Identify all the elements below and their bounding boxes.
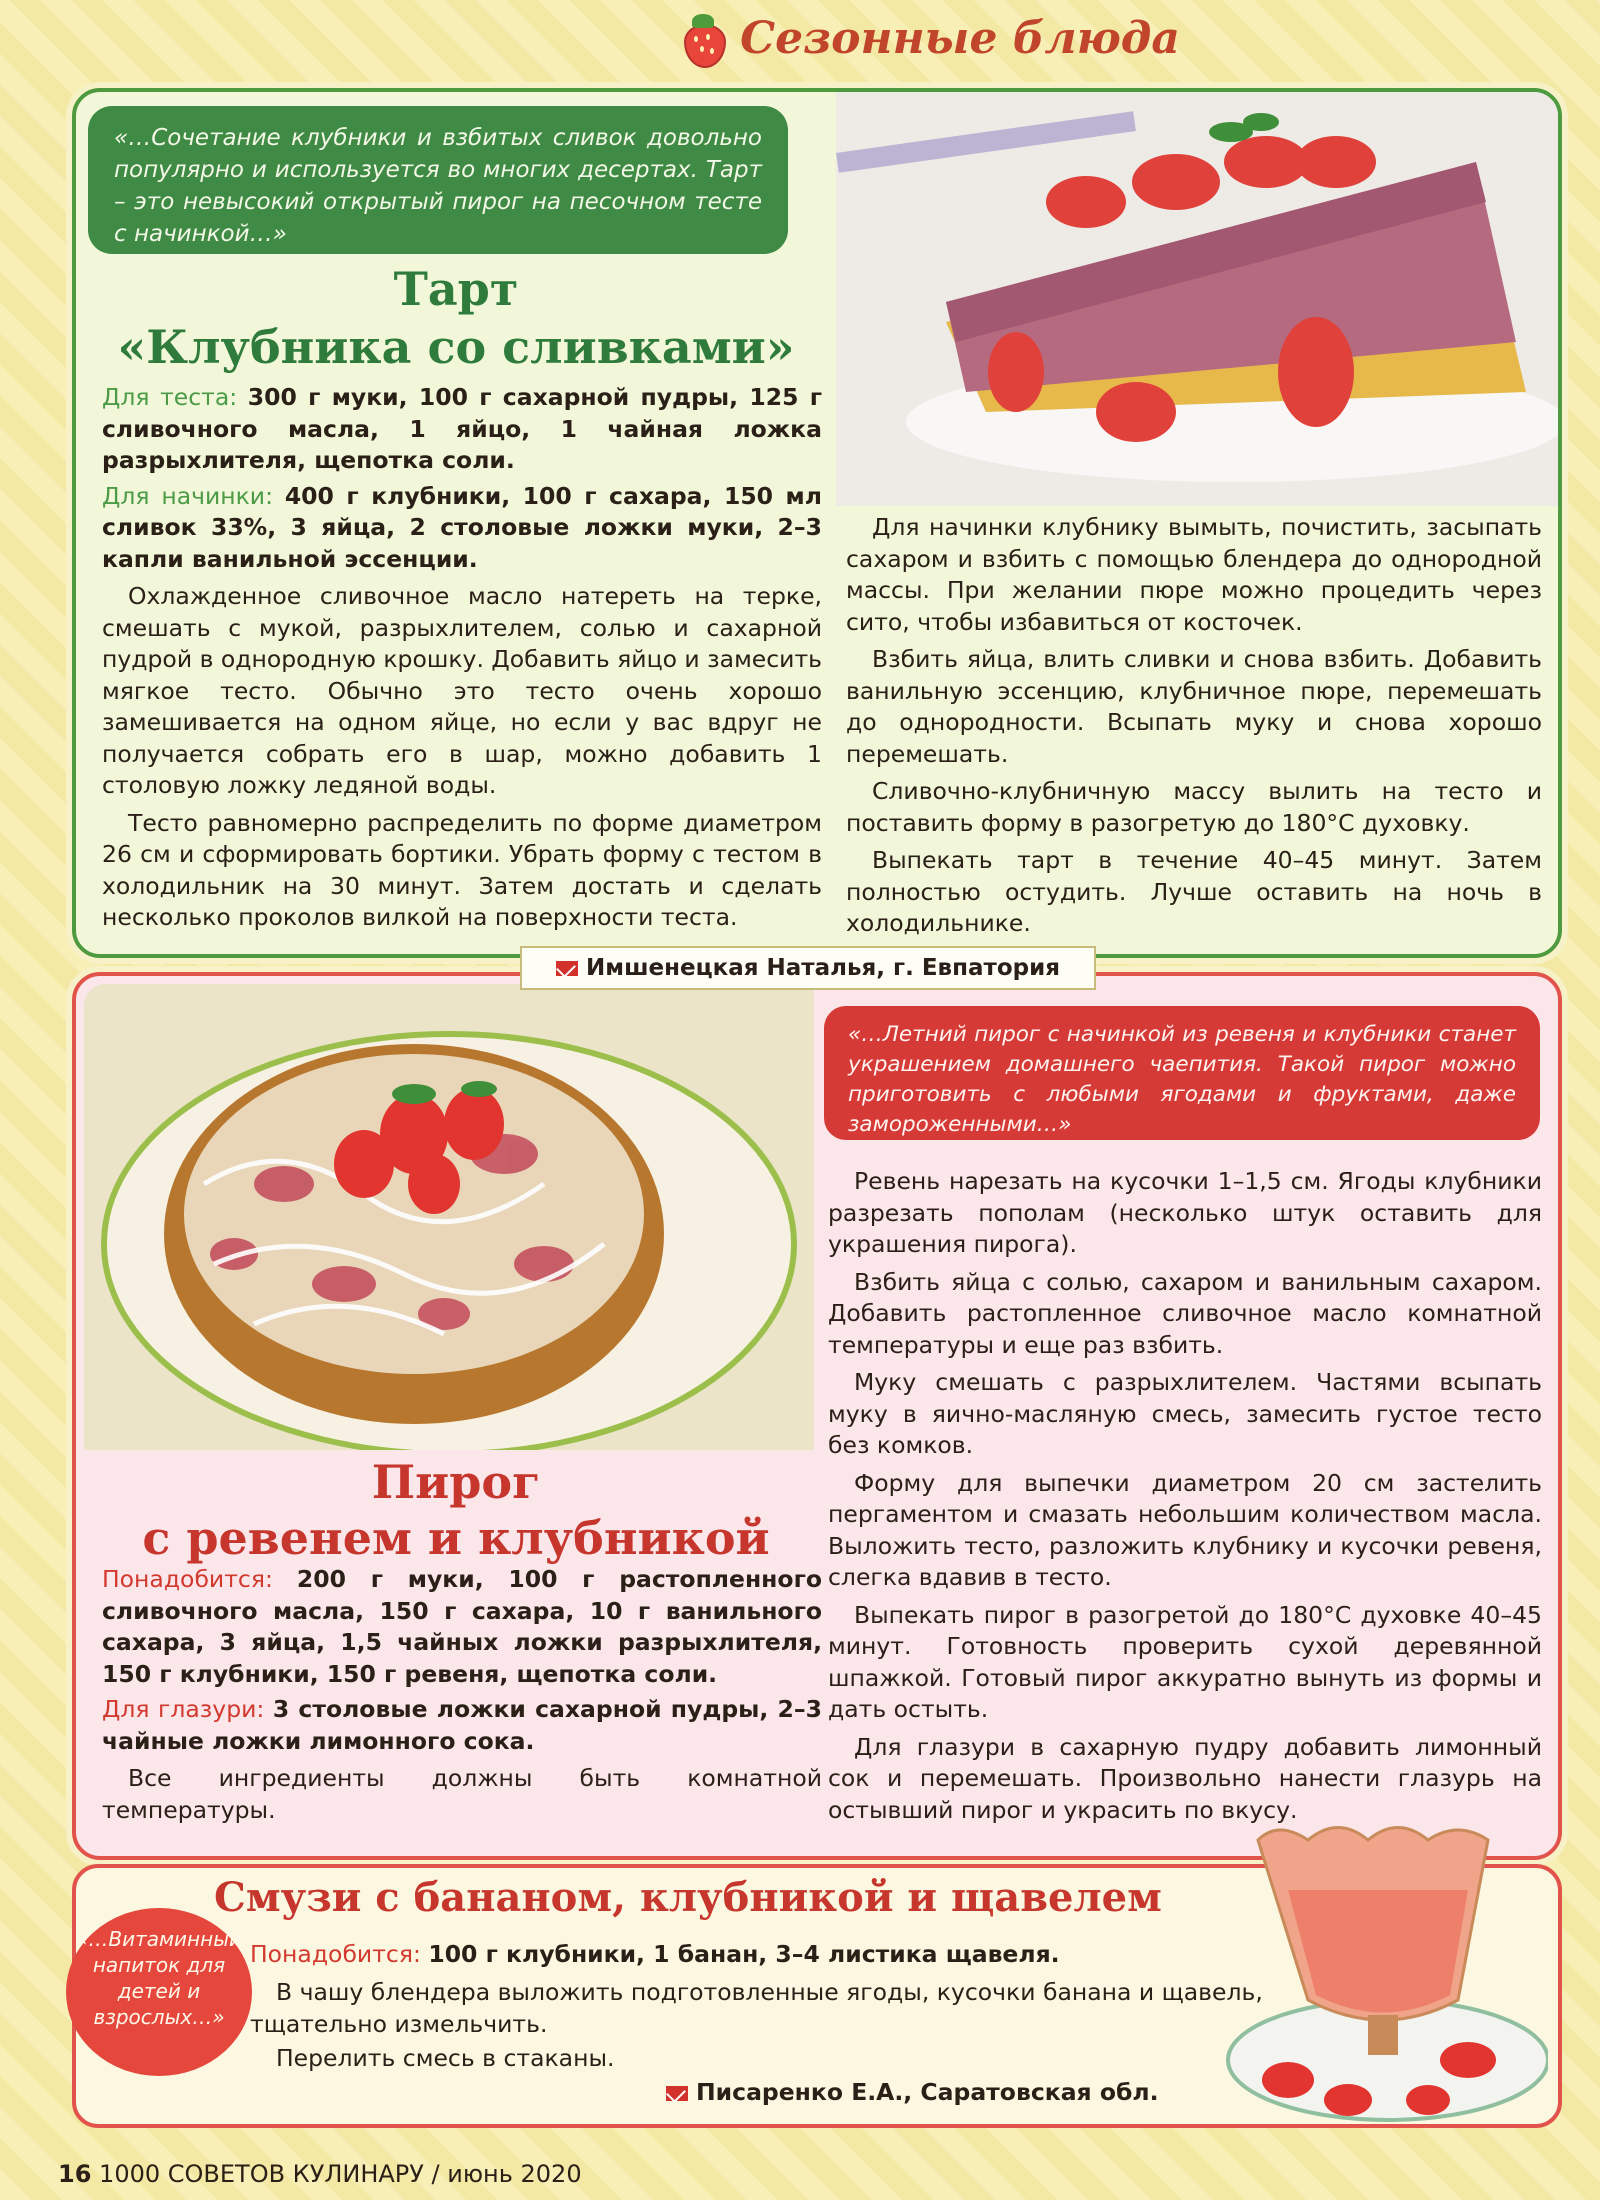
tart-title <box>76 260 836 376</box>
smoothie-author-name: Писаренко Е.А., Саратовская обл. <box>696 2078 1159 2106</box>
pie-step-3: Взбить яйца с солью, сахаром и ванильным сахаром. Добавить растопленное сливочное масло комнатной температуры и еще раз взбить. <box>828 1267 1542 1359</box>
smoothie-need-text: 100 г клубники, 1 банан, 3–4 листика щавеля. <box>428 1940 1060 1968</box>
dough-label: Для теста: <box>102 383 238 411</box>
pie-step-5: Форму для выпечки диаметром 20 см застелить пергаментом и смазать небольшим количеством масла. Выложить тесто, разложить клубнику и кусочки ревеня, слегка вдавив в тесто. <box>828 1468 1542 1591</box>
page-footer <box>58 2160 582 2188</box>
pie-photo-illustration <box>84 984 814 1450</box>
smoothie-author <box>666 2078 1159 2106</box>
glaze-text: 3 столовые ложки сахарной пудры, 2–3 чайные ложки лимонного сока. <box>102 1695 822 1755</box>
magazine-name: 1000 СОВЕТОВ КУЛИНАРУ / июнь 2020 <box>99 2160 582 2188</box>
pie-ingredients <box>102 1564 822 1690</box>
pie-step-1: Все ингредиенты должны быть комнатной температуры. <box>102 1764 822 1824</box>
smoothie-need-label: Понадобится: <box>250 1940 421 1968</box>
page-header <box>0 12 1600 82</box>
smoothie-quote-bubble: «…Витаминный напиток для детей и взрослых…» <box>66 1908 252 2076</box>
smoothie-glass-photo <box>1218 1800 1548 2130</box>
envelope-icon <box>556 961 578 976</box>
smoothie-title: Смузи с бананом, клубникой и щавелем <box>214 1874 1162 1921</box>
smoothie-step-2: Перелить смесь в стаканы. <box>276 2044 615 2072</box>
pie-recipe-box <box>72 972 1562 1860</box>
dough-text: 300 г муки, 100 г сахарной пудры, 125 г сливочного масла, 1 яйцо, 1 чайная ложка разрыхлителя, щепотка соли. <box>102 383 823 474</box>
tart-photo <box>836 92 1558 506</box>
tart-quote: «…Сочетание клубники и взбитых сливок довольно популярно и используется во многих десертах. Тарт – это невысокий открытый пирог на песочном тесте с начинкой…» <box>88 106 788 254</box>
tart-recipe-box <box>72 88 1562 958</box>
filling-text: 400 г клубники, 100 г сахара, 150 мл сливок 33%, 3 яйца, 2 столовые ложки муки, 2–3 капли ванильной эссенции. <box>102 481 822 573</box>
pie-step-4: Муку смешать с разрыхлителем. Частями всыпать муку в яично-масляную смесь, замесить густое тесто без комков. <box>828 1368 1542 1459</box>
tart-step-1: Охлажденное сливочное масло натереть на терке, смешать с мукой, разрыхлителем, солью и сахарной пудрой в однородную крошку. Добавить яйцо и замесить мягкое тесто. Обычно это тесто очень хорошо замешивается на одном яйце, но если у вас вдруг не получается собрать его в шар, можно добавить 1 столовую ложку ледяной воды. <box>102 582 822 799</box>
tart-dough <box>102 382 822 477</box>
tart-step-2: Тесто равномерно распределить по форме диаметром 26 см и сформировать бортики. Убрать форму с тестом в холодильник на 30 минут. Затем достать и сделать несколько проколов вилкой на поверхности теста. <box>102 808 822 931</box>
page-number: 16 <box>58 2160 92 2188</box>
pie-title <box>76 1454 836 1566</box>
pie-glaze <box>102 1694 822 1757</box>
tart-step-6: Выпекать тарт в течение 40–45 минут. Затем полностью остудить. Лучше оставить на ночь в холодильнике. <box>846 846 1542 937</box>
pie-step-7: Для глазури в сахарную пудру добавить лимонный сок и перемешать. Произвольно нанести глазурь на остывший пирог и украсить по вкусу. <box>828 1732 1542 1824</box>
pie-title-line1: Пирог <box>371 1455 541 1509</box>
tart-filling <box>102 481 822 576</box>
envelope-icon <box>666 2086 688 2101</box>
smoothie-step-1: В чашу блендера выложить подготовленные ягоды, кусочки банана и щавель, тщательно измельчить. <box>250 1978 1263 2038</box>
tart-step-4: Взбить яйца, влить сливки и снова взбить. Добавить ванильную эссенцию, клубничное пюре, перемешать до однородности. Всыпать муку и снова хорошо перемешать. <box>846 645 1542 768</box>
tart-photo-illustration <box>836 92 1558 506</box>
tart-step-5: Сливочно-клубничную массу вылить на тесто и поставить форму в разогретую до 180°С духовку. <box>846 777 1542 837</box>
pie-step-6: Выпекать пирог в разогретой до 180°С духовке 40–45 минут. Готовность проверить сухой деревянной шпажкой. Готовый пирог аккуратно вынуть из формы и дать остыть. <box>828 1600 1542 1723</box>
glaze-label: Для глазури: <box>102 1695 265 1723</box>
smoothie-body <box>250 1938 1270 2074</box>
tart-title-line2: «Клубника со сливками» <box>117 320 795 374</box>
tart-column-right <box>846 512 1542 940</box>
strawberry-icon <box>680 12 726 64</box>
pie-photo <box>84 984 814 1450</box>
tart-author-name: Имшенецкая Наталья, г. Евпатория <box>586 955 1060 981</box>
section-title: Сезонные блюда <box>740 12 1180 64</box>
tart-step-3: Для начинки клубнику вымыть, почистить, засыпать сахаром и взбить с помощью блендера до однородной массы. При желании пюре можно процедить через сито, чтобы избавиться от косточек. <box>846 513 1542 636</box>
smoothie-ingredients <box>250 1938 1270 1970</box>
smoothie-glass-illustration <box>1218 1800 1548 2130</box>
tart-column-left <box>102 382 822 934</box>
tart-author <box>520 946 1096 990</box>
tart-title-line1: Тарт <box>393 262 519 316</box>
pie-quote: «…Летний пирог с начинкой из ревеня и клубники станет украшением домашнего чаепития. Такой пирог можно приготовить с любыми ягодами и фруктами, даже замороженными…» <box>824 1006 1540 1140</box>
pie-column-left <box>102 1564 822 1826</box>
pie-need-text: 200 г муки, 100 г растопленного сливочного масла, 150 г сахара, 10 г ванильного сахара, 3 яйца, 1,5 чайных ложки разрыхлителя, 150 г клубники, 150 г ревеня, щепотка соли. <box>102 1565 822 1688</box>
pie-column-right <box>828 1166 1542 1826</box>
pie-title-line2: с ревенем и клубникой <box>142 1511 770 1565</box>
filling-label: Для начинки: <box>102 481 273 510</box>
pie-step-2: Ревень нарезать на кусочки 1–1,5 см. Ягоды клубники разрезать пополам (несколько штук оставить для украшения пирога). <box>828 1167 1542 1258</box>
pie-need-label: Понадобится: <box>102 1565 273 1593</box>
